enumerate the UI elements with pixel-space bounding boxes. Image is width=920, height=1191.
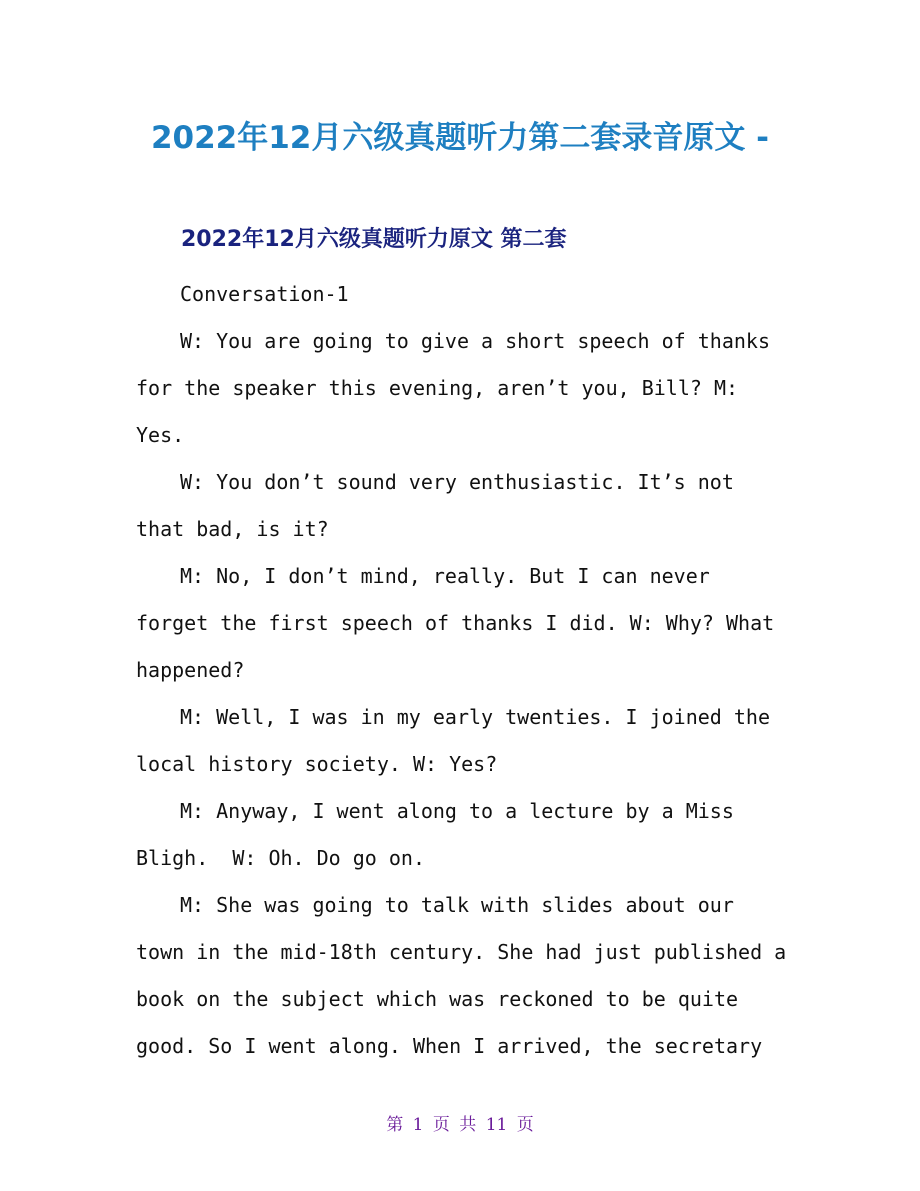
- text-line: M: No, I don’t mind, really. But I can never: [180, 564, 710, 588]
- text-line: book on the subject which was reckoned to be quite: [136, 987, 739, 1011]
- text-line: good. So I went along. When I arrived, the secretary: [136, 1034, 763, 1058]
- text-line: town in the mid-18th century. She had just published a: [136, 940, 787, 964]
- text-line: M: Well, I was in my early twenties. I joined the: [180, 705, 771, 729]
- text-line: Bligh. W: Oh. Do go on.: [136, 846, 425, 870]
- text-line: M: Anyway, I went along to a lecture by a Miss: [180, 799, 734, 823]
- transcript-body: [136, 271, 796, 1070]
- text-line: W: You don’t sound very enthusiastic. It’s not: [180, 470, 734, 494]
- document-title: 2022年12月六级真题听力第二套录音原文 -: [150, 120, 770, 156]
- text-line: M: She was going to talk with slides about our: [180, 893, 734, 917]
- text-line: local history society. W: Yes?: [136, 752, 498, 776]
- text-line: forget the first speech of thanks I did. W: Why? What: [136, 611, 775, 635]
- text-line: Yes.: [136, 423, 185, 447]
- text-line: happened?: [136, 658, 245, 682]
- text-line: Conversation-1: [180, 282, 349, 306]
- page-number: 第 1 页 共 11 页: [386, 1115, 534, 1135]
- text-line: W: You are going to give a short speech of thanks: [180, 329, 771, 353]
- text-line: for the speaker this evening, aren’t you, Bill? M:: [136, 376, 739, 400]
- section-heading: 2022年12月六级真题听力原文 第二套: [181, 227, 567, 252]
- text-line: that bad, is it?: [136, 517, 329, 541]
